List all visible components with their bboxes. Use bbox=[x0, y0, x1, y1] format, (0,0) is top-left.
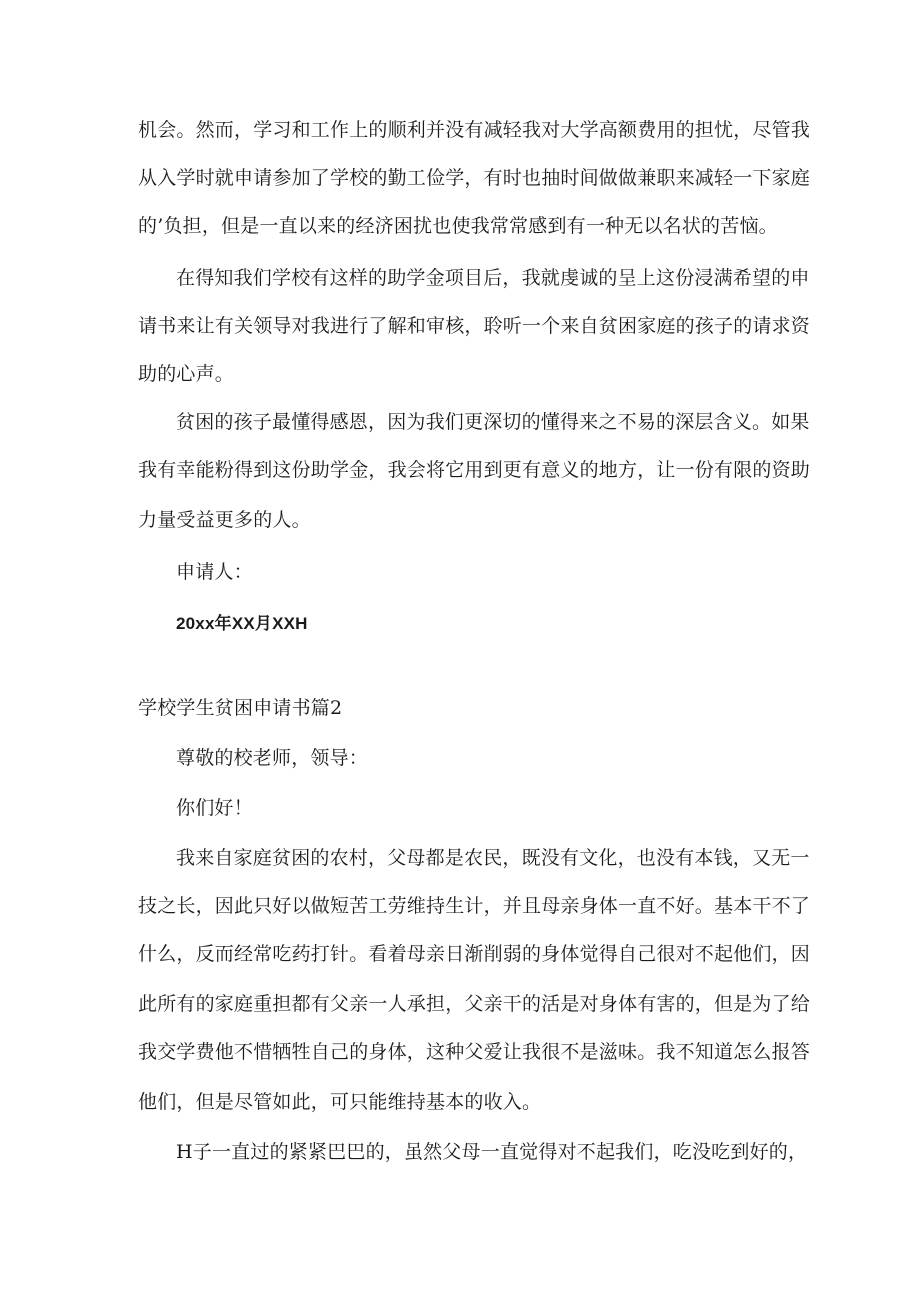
body-2-line-4: 此所有的家庭重担都有父亲一人承担，父亲干的活是对身体有害的，但是为了给 bbox=[138, 993, 811, 1015]
paragraph-2-line-2: 请书来让有关领导对我进行了解和审核，聆听一个来自贫困家庭的孩子的请求资 bbox=[138, 315, 811, 337]
section-2-title: 学校学生贫困申请书篇2 bbox=[138, 697, 343, 719]
greeting: 你们好！ bbox=[176, 797, 253, 819]
paragraph-1-line-2: 从入学时就申请参加了学校的勤工俭学，有时也抽时间做做兼职来减轻一下家庭 bbox=[138, 167, 811, 189]
body-2-line-1: 我来自家庭贫困的农村，父母都是农民，既没有文化，也没有本钱，又无一 bbox=[176, 847, 810, 869]
date: 20xx年XX月XXH bbox=[176, 614, 308, 633]
paragraph-1-line-3: 的’负担，但是一直以来的经济困扰也使我常常感到有一种无以名状的苦恼。 bbox=[138, 215, 778, 237]
body-2-line-3: 什么，反而经常吃药打针。看着母亲日渐削弱的身体觉得自己很对不起他们，因 bbox=[138, 943, 811, 965]
applicant-label: 申请人： bbox=[176, 561, 253, 583]
paragraph-3-line-3: 力量受益更多的人。 bbox=[138, 509, 311, 531]
paragraph-1-line-1: 机会。然而，学习和工作上的顺利并没有减轻我对大学高额费用的担忧，尽管我 bbox=[138, 119, 811, 141]
paragraph-2-line-1: 在得知我们学校有这样的助学金项目后，我就虔诚的呈上这份浸满希望的申 bbox=[176, 267, 810, 289]
paragraph-3-line-2: 我有幸能粉得到这份助学金，我会将它用到更有意义的地方，让一份有限的资助 bbox=[138, 459, 811, 481]
last-line: H子一直过的紧紧巴巴的，虽然父母一直觉得对不起我们，吃没吃到好的， bbox=[176, 1141, 808, 1163]
body-2-line-2: 技之长，因此只好以做短苦工劳维持生计，并且母亲身体一直不好。基本干不了 bbox=[138, 895, 811, 917]
body-2-line-6: 他们，但是尽管如此，可只能维持基本的收入。 bbox=[138, 1091, 542, 1113]
body-2-line-5: 我交学费他不惜牺牲自己的身体，这种父爱让我很不是滋味。我不知道怎么报答 bbox=[138, 1041, 811, 1063]
salutation: 尊敬的校老师，领导： bbox=[176, 747, 369, 769]
paragraph-3-line-1: 贫困的孩子最懂得感恩，因为我们更深切的懂得来之不易的深层含义。如果 bbox=[176, 411, 810, 433]
paragraph-2-line-3: 助的心声。 bbox=[138, 363, 235, 385]
